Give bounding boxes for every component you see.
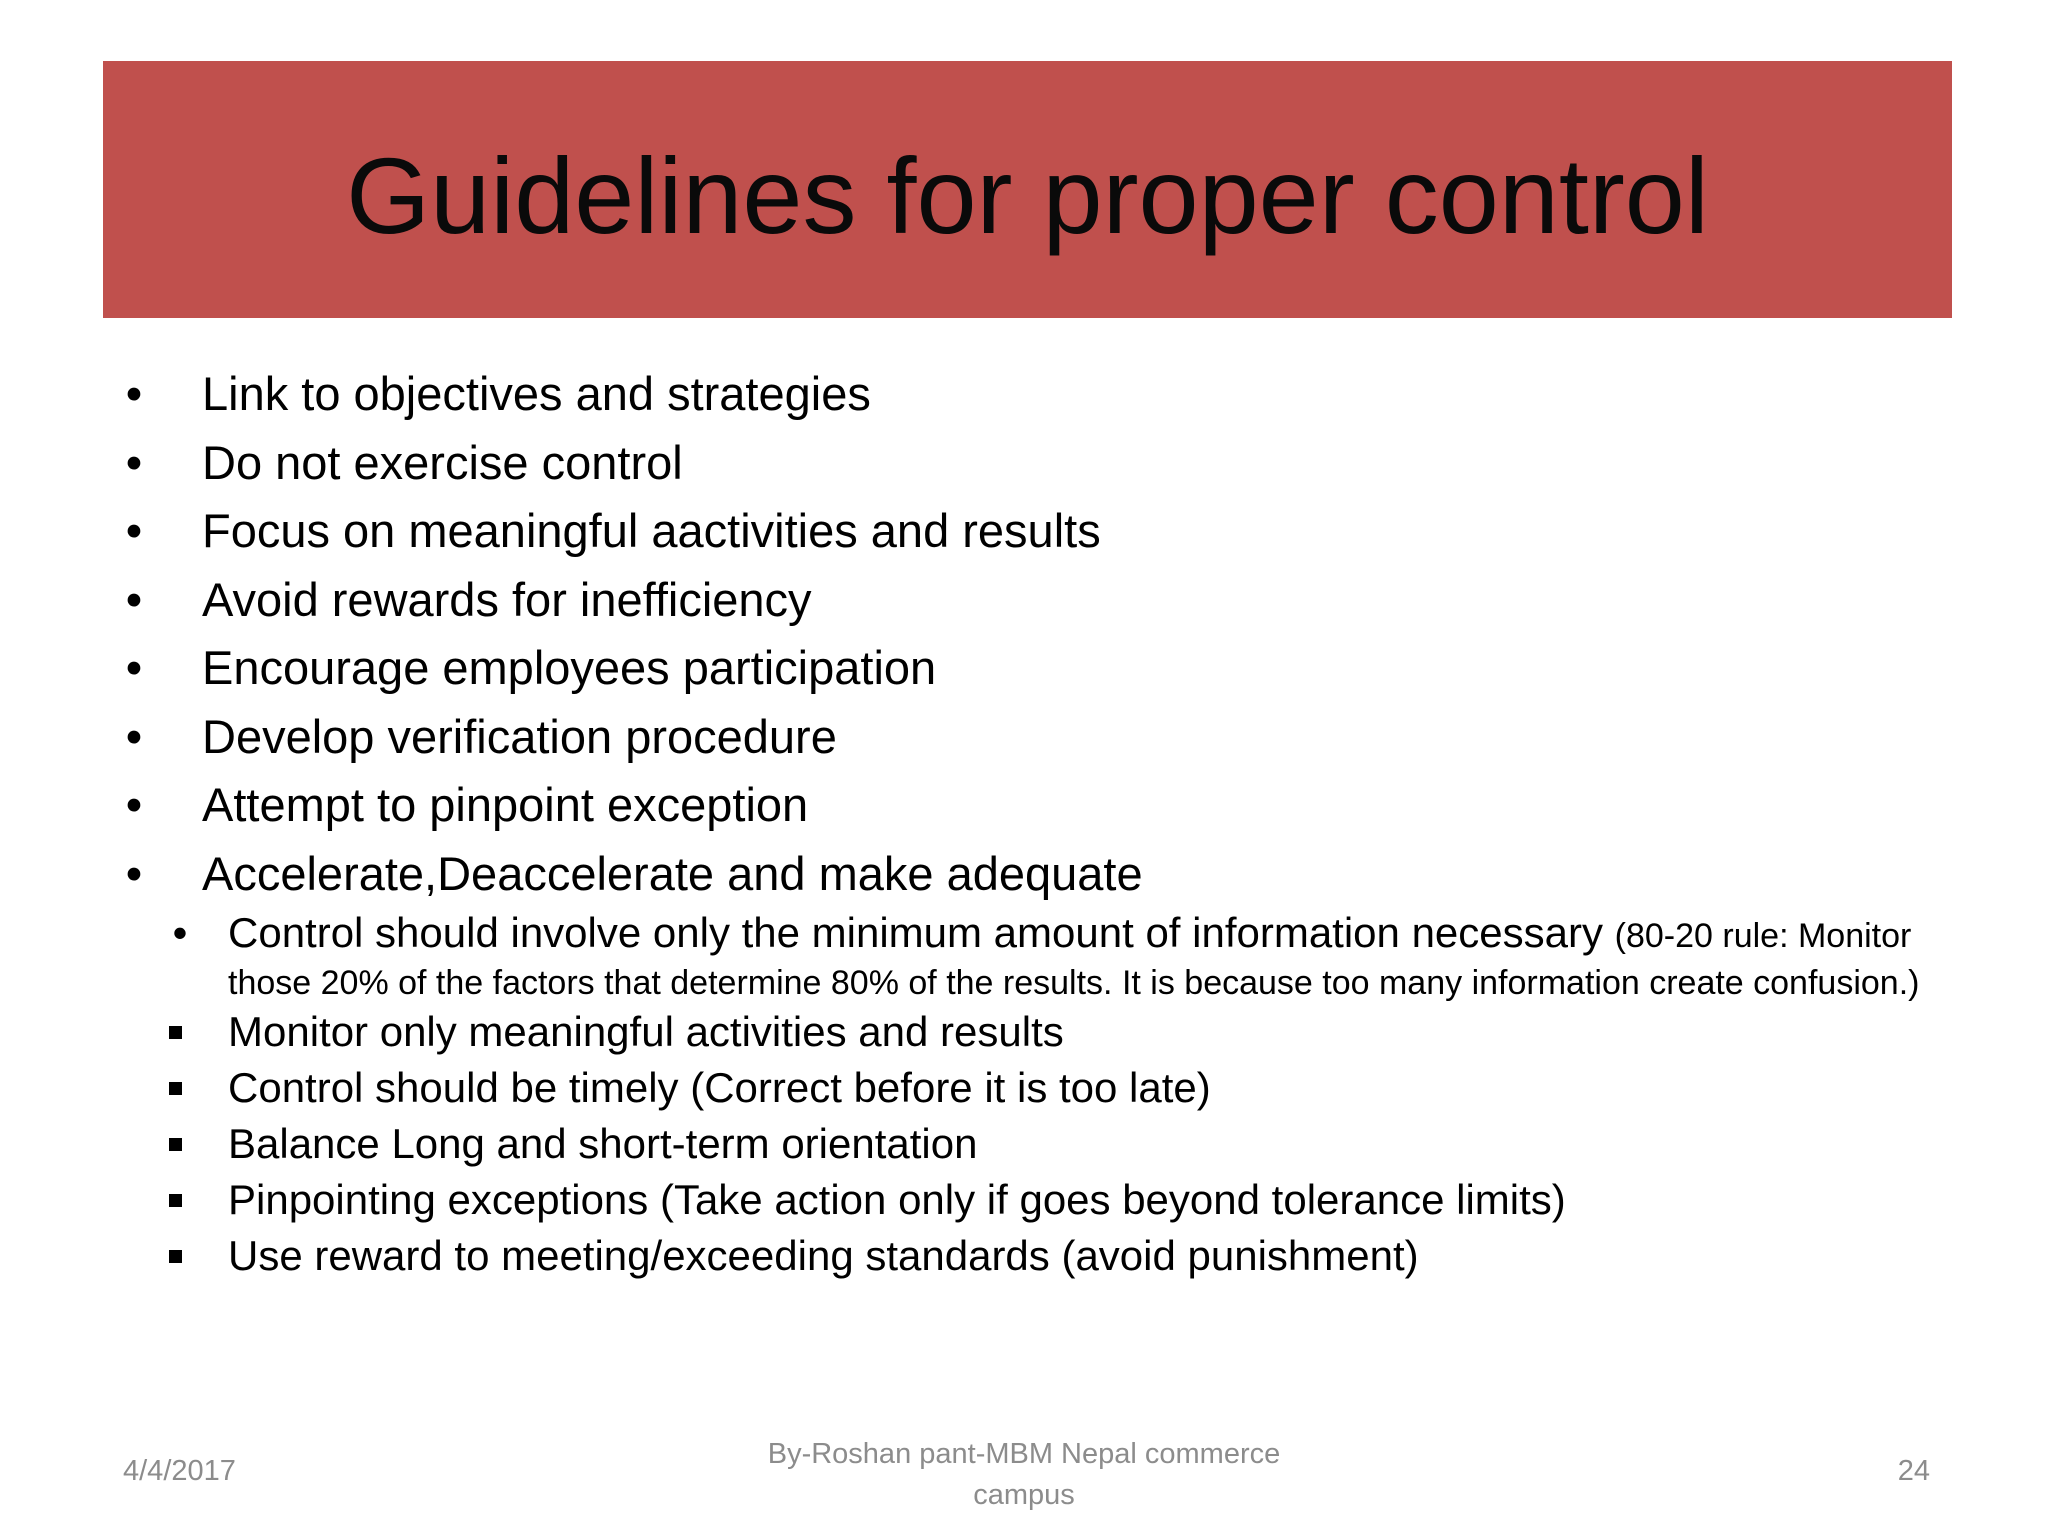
main-list-item (120, 771, 1950, 840)
footer-author (724, 1434, 1324, 1516)
main-item-text: Focus on meaningful aactivities and results (202, 504, 1101, 557)
sub-list-item (120, 1060, 1950, 1116)
sub-item-text: Use reward to meeting/exceeding standards (avoid punishment) (228, 1232, 1419, 1279)
bullet-icon: • (125, 367, 143, 420)
main-item-text: Encourage employees participation (202, 641, 937, 694)
square-bullet-icon (169, 1194, 182, 1207)
main-item-text: Do not exercise control (202, 435, 683, 489)
main-list-item (120, 566, 1950, 635)
bullet-icon: • (125, 572, 143, 626)
bullet-icon: • (125, 435, 143, 489)
main-list-item (120, 840, 1950, 909)
bullet-icon: • (125, 641, 143, 694)
sub-item-text: Control should involve only the minimum amount of information necessary (228, 909, 1615, 956)
sub-list-item (120, 1228, 1950, 1284)
bullet-icon: • (125, 709, 143, 763)
square-bullet-icon (169, 1250, 182, 1263)
main-item-text: Develop verification procedure (202, 709, 837, 763)
square-bullet-icon (169, 1138, 182, 1151)
main-item-text: Attempt to pinpoint exception (202, 778, 809, 831)
title-banner (103, 61, 1952, 318)
footer-date: 4/4/2017 (123, 1455, 236, 1487)
sub-bullet-list (120, 910, 1950, 1284)
slide-content (120, 360, 1950, 1284)
sub-list-item (120, 1116, 1950, 1172)
main-item-text: Link to objectives and strategies (202, 367, 871, 420)
main-list-item (120, 360, 1950, 429)
main-list-item (120, 497, 1950, 566)
square-bullet-icon (169, 1026, 182, 1039)
footer-author-line-2: campus (973, 1479, 1075, 1511)
bullet-icon: • (125, 778, 143, 831)
sub-item-text: Balance Long and short-term orientation (228, 1120, 978, 1167)
sub-item-text: Pinpointing exceptions (Take action only if goes beyond tolerance limits) (228, 1176, 1566, 1223)
main-list-item (120, 703, 1950, 772)
slide-title: Guidelines for proper control (346, 134, 1709, 256)
page-number: 24 (1897, 1455, 1930, 1487)
sub-item-text: Control should be timely (Correct before it is too late) (228, 1064, 1211, 1111)
footer-author-line-1: By-Roshan pant-MBM Nepal commerce (767, 1438, 1281, 1470)
sub-item-note: (80-20 rule: Monitor those 20% of the factors that determine 80% of the results. It is because too many information create confusion.) (228, 917, 1920, 1002)
bullet-icon: • (125, 846, 143, 900)
main-bullet-list (120, 360, 1950, 908)
sub-list-item-information (120, 910, 1950, 1004)
main-list-item (120, 634, 1950, 703)
main-item-text: Accelerate,Deaccelerate and make adequate (202, 846, 1143, 900)
sub-list-item (120, 1004, 1950, 1060)
sub-list-item (120, 1172, 1950, 1228)
main-list-item (120, 429, 1950, 498)
bullet-icon: • (125, 504, 143, 557)
square-bullet-icon (169, 1082, 182, 1095)
main-item-text: Avoid rewards for inefficiency (202, 572, 812, 626)
bullet-icon: • (172, 909, 188, 956)
sub-item-text: Monitor only meaningful activities and results (228, 1008, 1064, 1055)
